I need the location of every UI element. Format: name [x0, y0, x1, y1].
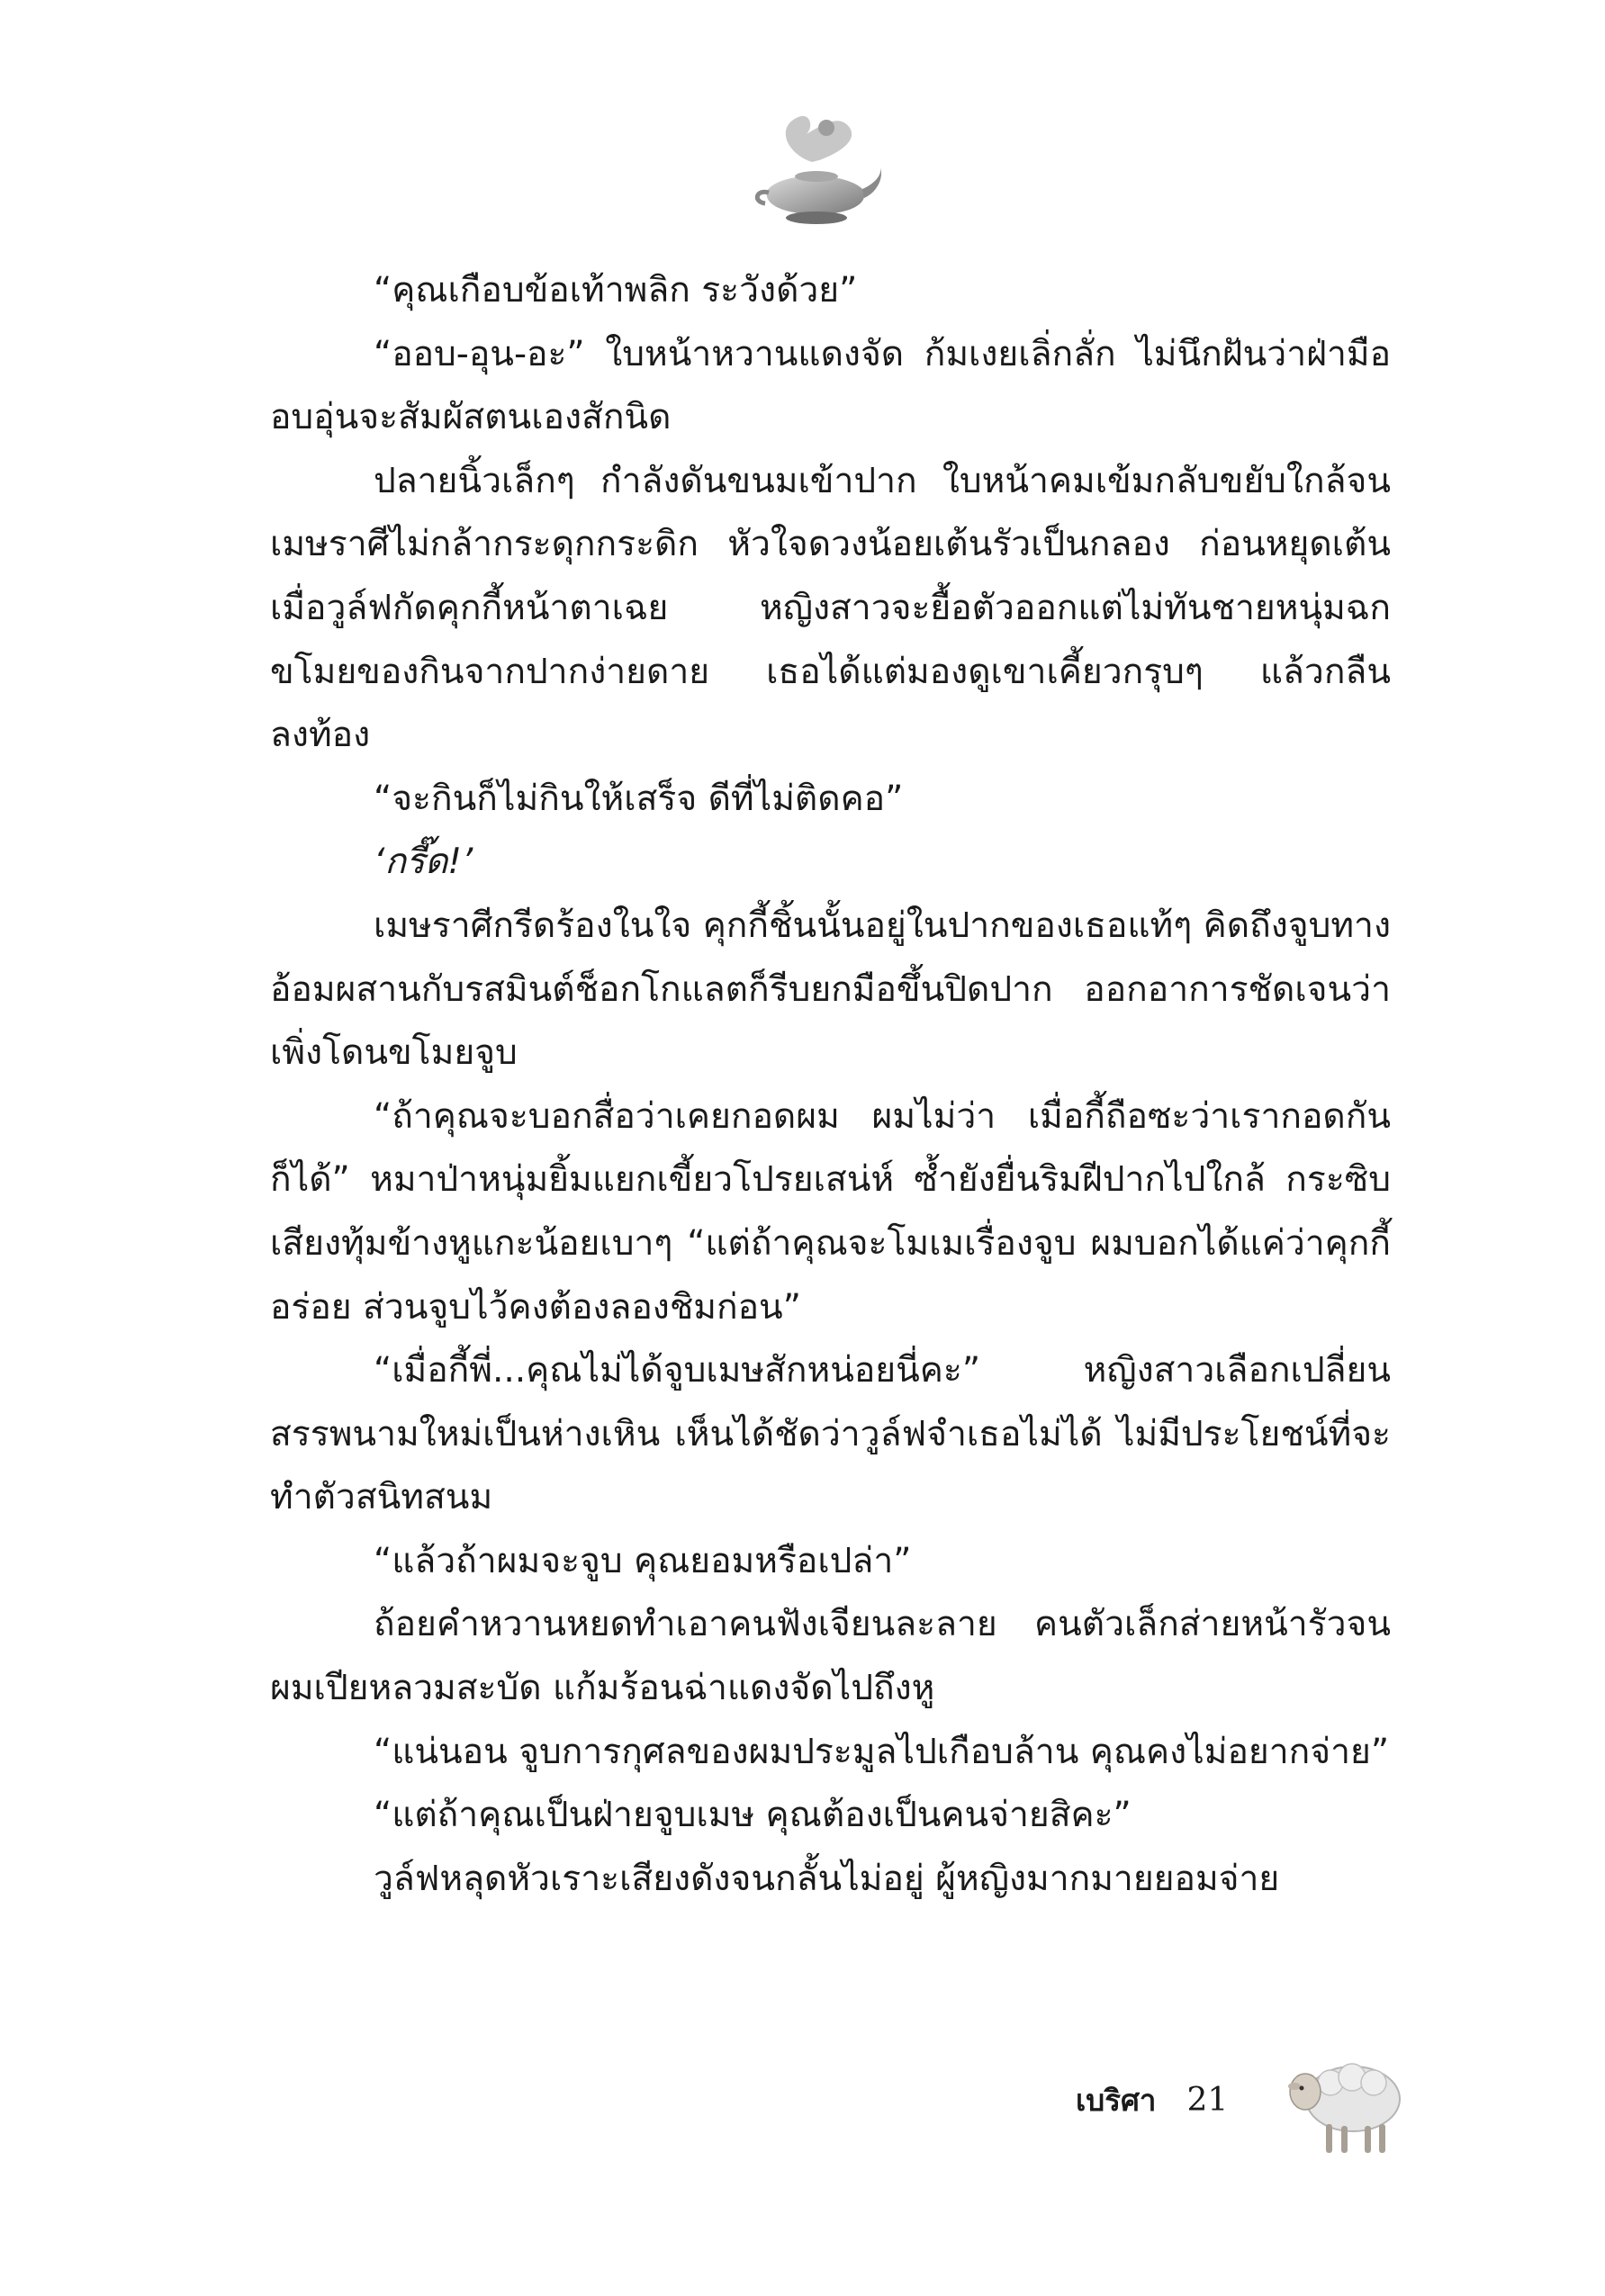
- paragraph: เมษราศีกรีดร้องในใจ คุกกี้ชิ้นนั้นอยู่ในปากของเธอแท้ๆ คิดถึงจูบทางอ้อมผสานกับรสมินต์ช็อกโกแลตก็รีบยกมือขึ้นปิดปาก ออกอาการชัดเจนว่าเพิ่งโดนขโมยจูบ: [270, 905, 1391, 1074]
- paragraph: “คุณเกือบข้อเท้าพลิก ระวังด้วย”: [374, 270, 858, 311]
- book-title: เบริศา: [1076, 2082, 1157, 2118]
- paragraph: ปลายนิ้วเล็กๆ กำลังดันขนมเข้าปาก ใบหน้าคมเข้มกลับขยับใกล้จนเมษราศีไม่กล้ากระดุกกระดิก หัวใจดวงน้อยเต้นรัวเป็นกลอง ก่อนหยุดเต้นเมื่อวูล์ฟกัดคุกกี้หน้าตาเฉย หญิงสาวจะยื้อตัวออกแต่ไม่ทันชายหนุ่มฉกขโมยของกินจากปากง่ายดาย เธอได้แต่มองดูเขาเคี้ยวกรุบๆ แล้วกลืนลงท้อง: [270, 460, 1391, 756]
- paragraph: “แล้วถ้าผมจะจูบ คุณยอมหรือเปล่า”: [374, 1540, 912, 1581]
- paragraph: ถ้อยคำหวานหยดทำเอาคนฟังเจียนละลาย คนตัวเล็กส่ายหน้ารัวจนผมเปียหลวมสะบัด แก้มร้อนฉ่าแดงจัดไปถึงหู: [270, 1604, 1391, 1709]
- paragraph: “แน่นอน จูบการกุศลของผมประมูลไปเกือบล้าน คุณคงไม่อยากจ่าย”: [374, 1731, 1390, 1772]
- paragraph: “จะกินก็ไม่กินให้เสร็จ ดีที่ไม่ติดคอ”: [374, 778, 904, 819]
- page-footer: [1076, 2068, 1228, 2131]
- sound-effect: ‘กรี๊ด!’: [374, 842, 473, 883]
- story-text: [270, 259, 1391, 1911]
- page-number: 21: [1186, 2081, 1229, 2119]
- paragraph: วูล์ฟหลุดหัวเราะเสียงดังจนกลั้นไม่อยู่ ผู้หญิงมากมายยอมจ่าย: [374, 1858, 1280, 1899]
- paragraph: “ถ้าคุณจะบอกสื่อว่าเคยกอดผม ผมไม่ว่า เมื่อกี้ถือซะว่าเรากอดกันก็ได้” หมาป่าหนุ่มยิ้มแยกเขี้ยวโปรยเสน่ห์ ซ้ำยังยื่นริมฝีปากไปใกล้ กระซิบเสียงทุ้มข้างหูแกะน้อยเบาๆ “แต่ถ้าคุณจะโมเมเรื่องจูบ ผมบอกได้แค่ว่าคุกกี้อร่อย ส่วนจูบไว้คงต้องลองชิมก่อน”: [270, 1095, 1391, 1328]
- sheep-icon: [1276, 2036, 1411, 2162]
- genie-lamp-icon: [749, 108, 884, 230]
- paragraph: [270, 831, 1391, 895]
- paragraph: “ออบ-อุน-อะ” ใบหน้าหวานแดงจัด ก้มเงยเลิ่กลั่ก ไม่นึกฝันว่าฝ่ามืออบอุ่นจะสัมผัสตนเองสักนิด: [270, 333, 1391, 438]
- paragraph: “เมื่อกี้พี่...คุณไม่ได้จูบเมษสักหน่อยนี่คะ” หญิงสาวเลือกเปลี่ยนสรรพนามใหม่เป็นห่างเหิน เห็นได้ชัดว่าวูล์ฟจำเธอไม่ได้ ไม่มีประโยชน์ที่จะทำตัวสนิทสนม: [270, 1350, 1391, 1518]
- paragraph: “แต่ถ้าคุณเป็นฝ่ายจูบเมษ คุณต้องเป็นคนจ่ายสิคะ”: [374, 1795, 1132, 1836]
